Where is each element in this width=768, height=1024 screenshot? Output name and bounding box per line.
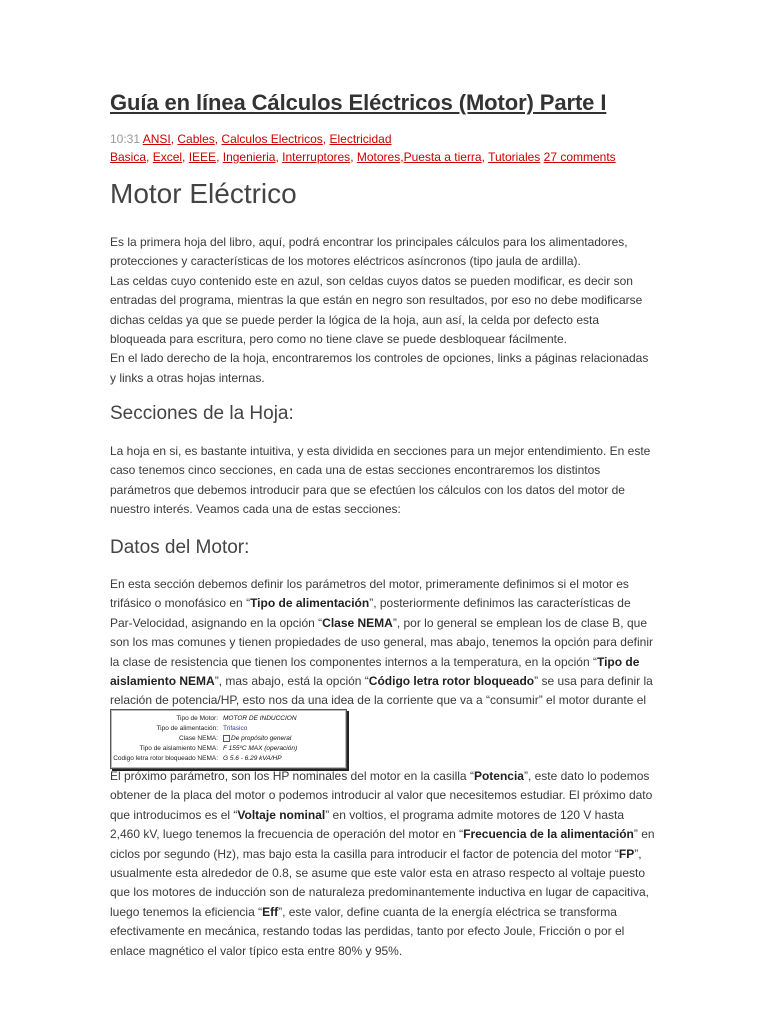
secciones-text (110, 442, 655, 520)
figure-row (111, 734, 346, 743)
tag-link[interactable]: Ingenieria (222, 150, 276, 164)
post-title[interactable]: Guía en línea Cálculos Eléctricos (Motor) Parte I (110, 90, 607, 115)
post-meta (110, 130, 655, 166)
figure-row (111, 744, 346, 753)
tag-link[interactable]: Interruptores (282, 150, 351, 164)
figure-value: F 155ºC MAX (operación) (223, 745, 298, 752)
paragraph: En el lado derecho de la hoja, encontraremos los controles de opciones, links a páginas relacionadas y links a otras hojas internas. (110, 351, 649, 385)
paragraph: Las celdas cuyo contenido este en azul, son celdas cuyos datos se pueden modificar, es decir son entradas del programa, mientras la que están en negro son resultados, por eso no debe modificarse dichas celdas ya que se puede perder la lógica de la hoja, aun así, la celda por defecto esta bloqueada para escritura, pero como no tiene clave se puede desbloquear fácilmente. (110, 273, 643, 347)
section-heading-datos: Datos del Motor: (110, 537, 250, 558)
tag-link[interactable]: Excel (152, 150, 183, 164)
tag-link[interactable]: Motores (356, 150, 401, 164)
paragraph: Es la primera hoja del libro, aquí, podrá encontrar los principales cálculos para los alimentadores, protecciones y características de los motores eléctricos asíncronos (tipo jaula de ardilla). (110, 235, 628, 269)
comments-link[interactable]: 27 comments (543, 150, 616, 164)
figure-row (111, 754, 346, 763)
tag-link[interactable]: Basica (110, 150, 147, 164)
tag-link[interactable]: Cables (177, 132, 215, 146)
section-heading-secciones: Secciones de la Hoja: (110, 403, 294, 424)
figure-label: Tipo de alimentación: (156, 725, 218, 732)
tag-link[interactable]: Calculos Electricos (221, 132, 323, 146)
tag-link[interactable]: Puesta a tierra (403, 150, 482, 164)
figure-label: Tipo de aislamiento NEMA: (139, 745, 218, 752)
tag-link[interactable]: Electricidad (329, 132, 392, 146)
figure-row (111, 714, 346, 723)
figure-value: MOTOR DE INDUCCION (223, 715, 297, 722)
section-heading-motor: Motor Eléctrico (110, 178, 297, 209)
post-time: 10:31 (110, 132, 141, 146)
figure-value: G 5.6 - 6.29 kVA/HP (223, 755, 282, 762)
paragraph: El próximo parámetro, son los HP nominales del motor en la casilla “Potencia”, este dato lo podemos obtener de la placa del motor o podemos introducir al valor que necesitemos estudiar. El próximo dato que introducimos es el “Voltaje nominal” en voltios, el programa admite motores de 120 V hasta 2,460 kV, luego tenemos la frecuencia de operación del motor en “Frecuencia de la alimentación” en ciclos por segundo (Hz), mas bajo esta la casilla para introducir el factor de potencia del motor “FP”, usualmente esta alrededor de 0.8, se asume que este valor esta en atraso respecto al voltaje puesto que los motores de inducción son de naturaleza predominantemente inductiva en lugar de capacitiva, luego tenemos la eficiencia “Eff”, este valor, define cuanta de la energía eléctrica se transforma efectivamente en mecánica, restando todas las perdidas, tanto por efecto Joule, Fricción o por el enlace magnético el valor típico esta entre 80% y 95%. (110, 769, 655, 958)
paragraph: La hoja en si, es bastante intuitiva, y esta dividida en secciones para un mejor entendimiento. En este caso tenemos cinco secciones, en cada una de estas secciones encontraremos los distintos parámetros que debemos introducir para que se efectúen los cálculos con los datos del motor de nuestro interés. Veamos cada una de estas secciones: (110, 444, 651, 517)
datos-text-1 (110, 575, 655, 730)
tag-link[interactable]: ANSI (142, 132, 171, 146)
checkbox-icon (223, 735, 230, 742)
post-meta-line-1: 10:31 ANSI, Cables, Calculos Electricos, Electricidad (110, 132, 392, 146)
paragraph: En esta sección debemos definir los parámetros del motor, primeramente definimos si el motor es trifásico o monofásico en “Tipo de alimentación”, posteriormente definimos las características de Par-Velocidad, asignando en la opción “Clase NEMA”, por lo general se emplean los de clase B, que son los mas comunes y tienen propiedades de uso general, mas abajo, tenemos la opción para definir la clase de resistencia que tienen los componentes internos a la temperatura, en la opción “Tipo de aislamiento NEMA”, mas abajo, está la opción “Código letra rotor bloqueado” se usa para definir la relación de potencia/HP, esto nos da una idea de la corriente que va a “consumir” el motor durante el (110, 577, 653, 708)
tag-link[interactable]: IEEE (188, 150, 217, 164)
intro-text (110, 233, 655, 388)
post-meta-line-2: Basica, Excel, IEEE, Ingenieria, Interruptores, Motores,Puesta a tierra, Tutoriales 27 comments (110, 150, 616, 164)
tag-link[interactable]: Tutoriales (488, 150, 541, 164)
figure-row (111, 724, 346, 733)
figure-label: Clase NEMA: (178, 735, 218, 742)
figure-label: Codigo letra rotor bloqueado NEMA: (113, 755, 218, 762)
motor-data-figure (110, 709, 347, 769)
datos-text-2 (110, 767, 655, 961)
figure-value: Trifasico (223, 725, 248, 732)
figure-label: Tipo de Motor: (176, 715, 218, 722)
figure-value: De propósito general (223, 734, 291, 743)
